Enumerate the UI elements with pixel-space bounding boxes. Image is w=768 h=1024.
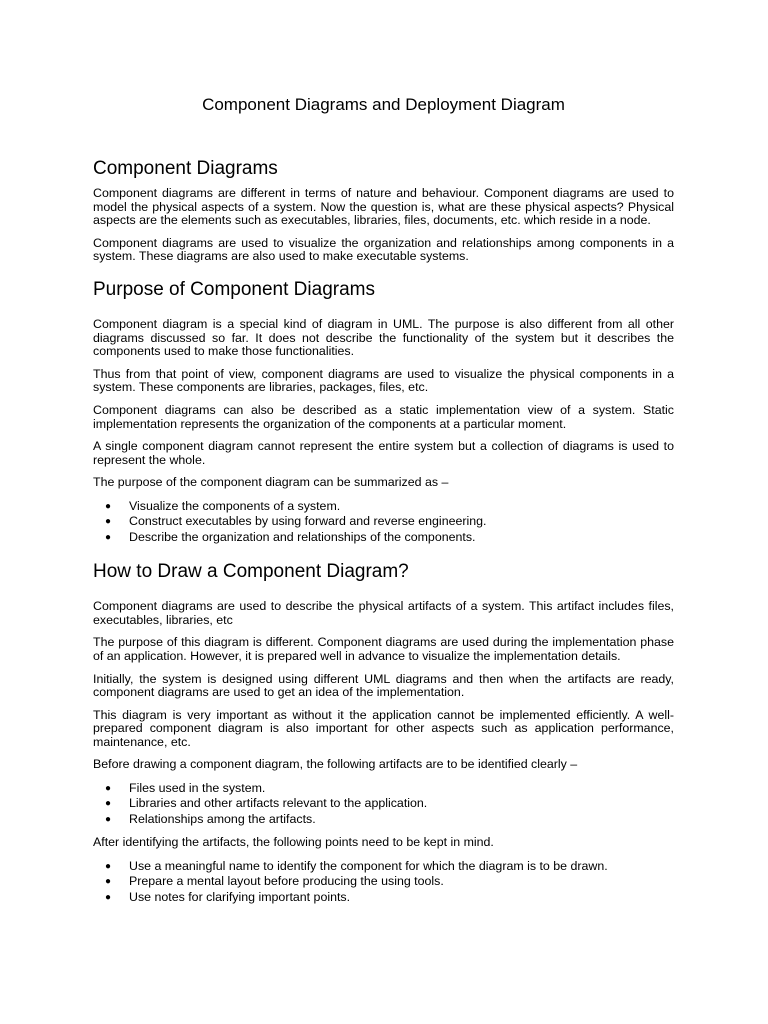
bullet-list bbox=[93, 781, 674, 827]
list-item bbox=[93, 499, 674, 514]
paragraph: Component diagrams are different in terms of nature and behaviour. Component diagrams are used to model the physical aspects of a system. Now the question is, what are these physical aspects? Physical aspects are the elements such as executables, libraries, files, documents, etc. which reside in a node. bbox=[93, 186, 674, 228]
list-item-text: Describe the organization and relationships of the components. bbox=[129, 529, 476, 544]
section-how-to-draw bbox=[93, 561, 674, 905]
bullet-icon: ● bbox=[105, 876, 112, 888]
paragraph: Component diagrams are used to describe the physical artifacts of a system. This artifact includes files, executables, libraries, etc bbox=[93, 599, 674, 627]
list-item-text: Relationships among the artifacts. bbox=[129, 811, 316, 826]
paragraph: Thus from that point of view, component diagrams are used to visualize the physical components in a system. These components are libraries, packages, files, etc. bbox=[93, 366, 674, 395]
paragraph: Component diagram is a special kind of diagram in UML. The purpose is also different from all other diagrams discussed so far. It does not describe the functionality of the system but it describes the components used to make those functionalities. bbox=[93, 316, 674, 359]
bullet-icon: ● bbox=[105, 516, 112, 528]
section-component-diagrams bbox=[93, 158, 674, 264]
bullet-icon: ● bbox=[105, 783, 112, 795]
section-heading: Component Diagrams bbox=[93, 158, 278, 179]
section-heading: Purpose of Component Diagrams bbox=[93, 278, 375, 300]
list-item-text: Prepare a mental layout before producing the using tools. bbox=[129, 874, 444, 889]
bullet-list bbox=[93, 859, 674, 905]
bullet-icon: ● bbox=[105, 500, 112, 512]
list-item-text: Files used in the system. bbox=[129, 781, 266, 796]
list-item bbox=[93, 514, 674, 529]
paragraph: After identifying the artifacts, the following points need to be kept in mind. bbox=[93, 835, 494, 850]
paragraph: A single component diagram cannot represent the entire system but a collection of diagrams is used to represent the whole. bbox=[93, 439, 674, 467]
list-item-text: Construct executables by using forward and reverse engineering. bbox=[129, 514, 487, 529]
paragraph: This diagram is very important as without it the application cannot be implemented efficiently. A well-prepared component diagram is also important for other aspects such as application performance, maintenance, etc. bbox=[93, 707, 674, 749]
list-item bbox=[93, 781, 674, 796]
list-item-text: Use notes for clarifying important points. bbox=[129, 889, 351, 904]
document-title: Component Diagrams and Deployment Diagram bbox=[202, 95, 565, 114]
bullet-icon: ● bbox=[105, 860, 112, 872]
list-item bbox=[93, 890, 674, 905]
paragraph: Component diagrams are used to visualize the organization and relationships among components in a system. These diagrams are also used to make executable systems. bbox=[93, 235, 674, 264]
document-page bbox=[93, 95, 674, 914]
bullet-list bbox=[93, 499, 674, 545]
bullet-icon: ● bbox=[105, 813, 112, 825]
list-item bbox=[93, 812, 674, 827]
paragraph: The purpose of the component diagram can be summarized as – bbox=[93, 475, 449, 490]
paragraph: The purpose of this diagram is different. Component diagrams are used during the implementation phase of an application. However, it is prepared well in advance to visualize the implementation details. bbox=[93, 635, 674, 663]
paragraph: Component diagrams can also be described as a static implementation view of a system. Static implementation represents the organization of the components at a particular moment. bbox=[93, 402, 674, 431]
section-heading: How to Draw a Component Diagram? bbox=[93, 561, 409, 583]
bullet-icon: ● bbox=[105, 798, 112, 810]
list-item bbox=[93, 859, 674, 874]
list-item bbox=[93, 874, 674, 889]
list-item-text: Use a meaningful name to identify the component for which the diagram is to be drawn. bbox=[129, 858, 608, 873]
list-item-text: Libraries and other artifacts relevant to the application. bbox=[129, 796, 428, 811]
paragraph: Before drawing a component diagram, the following artifacts are to be identified clearly – bbox=[93, 757, 578, 772]
bullet-icon: ● bbox=[105, 531, 112, 543]
list-item bbox=[93, 530, 674, 545]
bullet-icon: ● bbox=[105, 891, 112, 903]
paragraph: Initially, the system is designed using different UML diagrams and then when the artifacts are ready, component diagrams are used to get an idea of the implementation. bbox=[93, 671, 674, 700]
list-item bbox=[93, 796, 674, 811]
section-purpose bbox=[93, 279, 674, 545]
list-item-text: Visualize the components of a system. bbox=[129, 498, 341, 513]
